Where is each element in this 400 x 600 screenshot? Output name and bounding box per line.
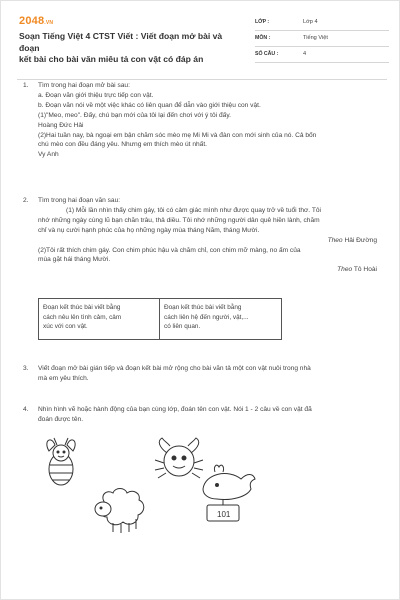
cell-text: xúc với con vật. [43,323,88,331]
question-body [38,196,383,275]
meta-value: Tiếng Việt [303,35,328,41]
meta-key: MÔN : [255,35,271,41]
bee-icon [47,438,75,485]
meta-table [255,16,389,64]
question-body [38,364,383,384]
source-prefix: Theo [327,236,343,244]
question-text: Nhìn hình vẽ hoặc hành động của bạn cùng lớp, đoán tên con vật. Nói 1 - 2 câu về con vật đã [38,406,312,413]
logo-suffix: .VN [44,20,54,26]
animal-illustrations [41,433,281,543]
question-text: Tìm trong hai đoạn mở bài sau: [38,82,130,89]
meta-key: LỚP : [255,19,270,25]
author-name: Hoàng Đức Hải [38,121,84,129]
question-text: chú mèo con đều đáng yêu. Nhưng em thích mèo út nhất. [38,141,207,149]
passage-source [38,236,383,246]
cell-text: cách liên hệ đến người, vật,... [164,313,249,321]
question-number: 2. [23,197,29,204]
table-cell [39,299,160,339]
site-logo[interactable] [19,15,53,27]
question-text: (1)"Meo, meo". Đấy, chú bạn mới của tôi lại đến chơi với ý tôi đấy. [38,111,231,119]
question-text: b. Đoạn văn nói về một việc khác có liên quan để dẫn vào giới thiệu con vật. [38,101,261,109]
whale-sign-text: 101 [217,510,231,519]
title-line-1: Soạn Tiếng Việt 4 CTST Viết : Viết đoạn mở bài và đoạn [19,31,223,53]
passage-text: chỉ và nụ cười hạnh phúc của họ những ngày mùa tháng Năm, tháng Mười. [38,226,260,234]
illustration-svg [41,433,281,543]
author-name: Vy Anh [38,151,59,159]
question-body [38,405,383,425]
cell-text: có liên quan. [164,323,201,331]
source-author: Tô Hoài [353,266,377,274]
meta-row-grade [255,16,389,31]
title-line-2: kết bài cho bài văn miêu tả con vật có đáp án [19,54,204,64]
question-number: 3. [23,365,29,372]
passage-text: nhớ những ngày cùng lũ bạn chăn trâu, thả diều. Tôi nhớ những người dân quê hiền lành, chăm [38,216,320,224]
passage-source [38,265,383,275]
question-text: a. Đoạn văn giới thiệu trực tiếp con vật. [38,91,154,99]
question-text: đoán được tên. [38,415,84,423]
crab-icon [155,438,203,478]
question-text: Viết đoạn mở bài gián tiếp và đoạn kết bài mở rộng cho bài văn tả một con vật nuôi trong nhà [38,365,311,372]
table-cell [160,299,281,339]
passage-text: mùa gặt hái tháng Mười. [38,256,111,264]
sheep-icon [95,489,144,534]
answer-options-table [38,298,282,340]
meta-row-subject [255,32,389,47]
meta-row-count [255,48,389,63]
question-number: 4. [23,406,29,413]
question-text: mà em yêu thích. [38,374,89,382]
meta-value: Lớp 4 [303,19,318,25]
source-author: Hải Đường [344,236,377,244]
meta-value: 4 [303,51,307,57]
meta-key: SỐ CÂU : [255,51,279,57]
passage-text: (2)Tôi rất thích chim gáy. Con chim phúc hậu và chăm chỉ, con chim mỡ màng, no ấm của [38,246,301,254]
source-prefix: Theo [337,266,353,274]
question-text: Tìm trong hai đoạn văn sau: [38,197,121,204]
passage-text: (1) Mỗi lần nhìn thấy chim gáy, tôi có cảm giác mình như được quay trở về tuổi thơ. Tôi [66,206,322,214]
question-body [38,81,383,160]
logo-text: 2048 [19,15,45,27]
cell-text: Đoạn kết thúc bài viết bằng [164,304,242,311]
cell-text: cách nêu lên tình cảm, cảm [43,313,122,321]
question-number: 1. [23,82,29,89]
header-divider [17,79,387,80]
question-text: (2)Hai tuần nay, bà ngoại em bận chăm sóc mèo mẹ Mi Mi và đàn con mới sinh của nó. Cả bốn [38,131,317,139]
document-title [19,31,234,66]
cell-text: Đoạn kết thúc bài viết bằng [43,304,121,311]
page-header [19,13,389,75]
